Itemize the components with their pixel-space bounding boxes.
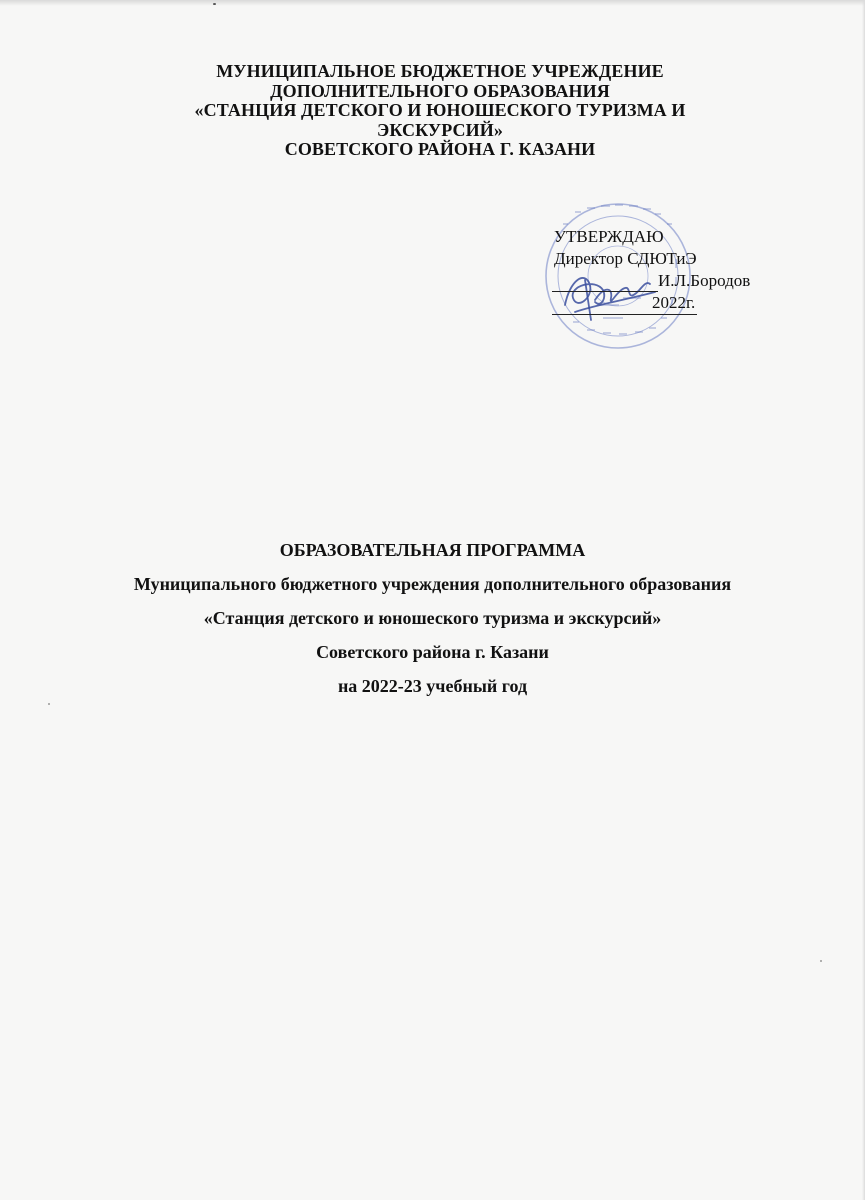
date-line bbox=[552, 292, 792, 315]
scan-speck bbox=[48, 703, 50, 705]
signature-blank bbox=[552, 275, 658, 292]
scan-speck bbox=[213, 3, 216, 5]
scan-top-edge bbox=[0, 0, 865, 6]
program-title: ОБРАЗОВАТЕЛЬНАЯ ПРОГРАММА bbox=[279, 540, 586, 560]
header-line-3: «СТАНЦИЯ ДЕТСКОГО И ЮНОШЕСКОГО ТУРИЗМА И bbox=[194, 100, 686, 120]
director-title: Директор СДЮТиЭ bbox=[554, 249, 697, 268]
program-year: на 2022-23 учебный год bbox=[337, 676, 528, 696]
approval-date: 2022г. bbox=[652, 292, 697, 315]
program-subtitle-2: «Станция детского и юношеского туризма и экскурсий» bbox=[203, 608, 662, 628]
scan-speck bbox=[820, 960, 822, 962]
date-blank bbox=[552, 298, 652, 315]
header-line-4: ЭКСКУРСИЙ» bbox=[377, 119, 503, 140]
signature-line bbox=[552, 270, 792, 292]
approve-label: УТВЕРЖДАЮ bbox=[554, 227, 664, 246]
program-subtitle-3: Советского района г. Казани bbox=[316, 642, 549, 662]
director-name: И.Л.Бородов bbox=[658, 271, 751, 290]
header-line-2: ДОПОЛНИТЕЛЬНОГО ОБРАЗОВАНИЯ bbox=[270, 80, 610, 101]
header-line-5: СОВЕТСКОГО РАЙОНА Г. КАЗАНИ bbox=[284, 139, 596, 159]
approval-block bbox=[552, 226, 792, 315]
program-title-block bbox=[60, 540, 805, 710]
institution-header bbox=[140, 62, 740, 160]
program-subtitle-1: Муниципального бюджетного учреждения дополнительного образования bbox=[133, 574, 732, 594]
header-line-1: МУНИЦИПАЛЬНОЕ БЮДЖЕТНОЕ УЧРЕЖДЕНИЕ bbox=[216, 61, 664, 81]
